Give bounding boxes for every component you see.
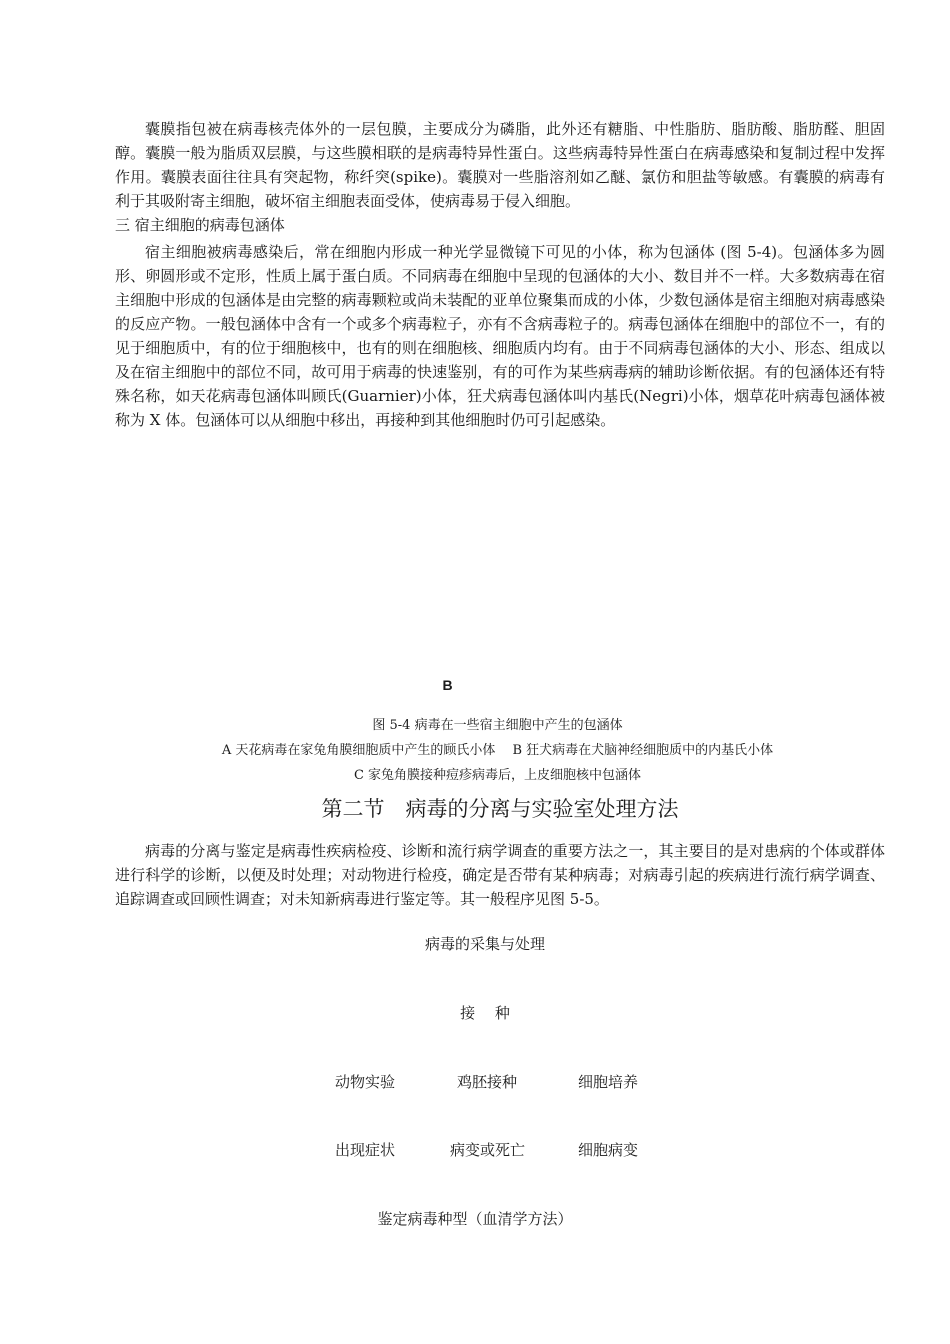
flow-lesion-or-death: 病变或死亡 (449, 1141, 525, 1159)
figure-caption-line-3: C 家兔角膜接种痘疹病毒后，上皮细胞核中包涵体 (353, 768, 642, 783)
inclusion-heading: 三 宿主细胞的病毒包涵体 (115, 216, 285, 234)
flow-row-methods (0, 1071, 950, 1093)
flow-step-collection: 病毒的采集与处理 (424, 935, 545, 953)
flow-embryo-inoculation: 鸡胚接种 (456, 1073, 517, 1091)
figure-caption-title: 图 5-4 病毒在一些宿主细胞中产生的包涵体 (372, 718, 623, 733)
flow-animal-experiment: 动物实验 (334, 1073, 395, 1091)
figure-panel-letter: B (442, 677, 453, 693)
flow-step-identification: 鉴定病毒种型（血清学方法） (377, 1210, 573, 1228)
figure-caption-line-2: A 天花病毒在家兔角膜细胞质中产生的顾氏小体 B 狂犬病毒在犬脑神经细胞质中的内基氏小体 (221, 743, 774, 758)
section-title: 第二节 病毒的分离与实验室处理方法 (321, 797, 679, 821)
isolation-paragraph: 病毒的分离与鉴定是病毒性疾病检疫、诊断和流行病学调查的重要方法之一，其主要目的是对患病的个体或群体进行科学的诊断，以便及时处理；对动物进行检疫，确定是否带有某种病毒；对病毒引起的疾病进行流行病学调查、追踪调查或回顾性调查；对未知新病毒进行鉴定等。其一般程序见图 5-5。 (115, 842, 885, 908)
flow-symptoms: 出现症状 (334, 1141, 395, 1159)
flow-step-inoculation: 接 种 (460, 1004, 510, 1022)
flow-cell-culture: 细胞培养 (577, 1073, 638, 1091)
inclusion-paragraph: 宿主细胞被病毒感染后，常在细胞内形成一种光学显微镜下可见的小体，称为包涵体 (图 5-4)。包涵体多为圆形、卵圆形或不定形，性质上属于蛋白质。不同病毒在细胞中呈现的包涵体的大小、数目并不一样。大多数病毒在宿主细胞中形成的包涵体是由完整的病毒颗粒或尚未装配的亚单位聚集而成的小体，少数包涵体是宿主细胞对病毒感染的反应产物。一般包涵体中含有一个或多个病毒粒子，亦有不含病毒粒子的。病毒包涵体在细胞中的部位不一，有的见于细胞质中，有的位于细胞核中，也有的则在细胞核、细胞质内均有。由于不同病毒包涵体的大小、形态、组成以及在宿主细胞中的部位不同，故可用于病毒的快速鉴别，有的可作为某些病毒病的辅助诊断依据。有的包涵体还有特殊名称，如天花病毒包涵体叫顾氏(Guarnier)小体，狂犬病毒包涵体叫内基氏(Negri)小体，烟草花叶病毒包涵体被称为 X 体。包涵体可以从细胞中移出，再接种到其他细胞时仍可引起感染。 (115, 243, 885, 429)
envelope-paragraph: 囊膜指包被在病毒核壳体外的一层包膜，主要成分为磷脂，此外还有糖脂、中性脂肪、脂肪酸、脂肪醛、胆固醇。囊膜一般为脂质双层膜，与这些膜相联的是病毒特异性蛋白。这些病毒特异性蛋白在病毒感染和复制过程中发挥作用。囊膜表面往往具有突起物，称纤突(spike)。囊膜对一些脂溶剂如乙醚、氯仿和胆盐等敏感。有囊膜的病毒有利于其吸附寄主细胞，破坏宿主细胞表面受体，使病毒易于侵入细胞。 (115, 120, 885, 210)
flow-cytopathic-effect: 细胞病变 (577, 1141, 638, 1159)
flow-row-results (0, 1139, 950, 1161)
